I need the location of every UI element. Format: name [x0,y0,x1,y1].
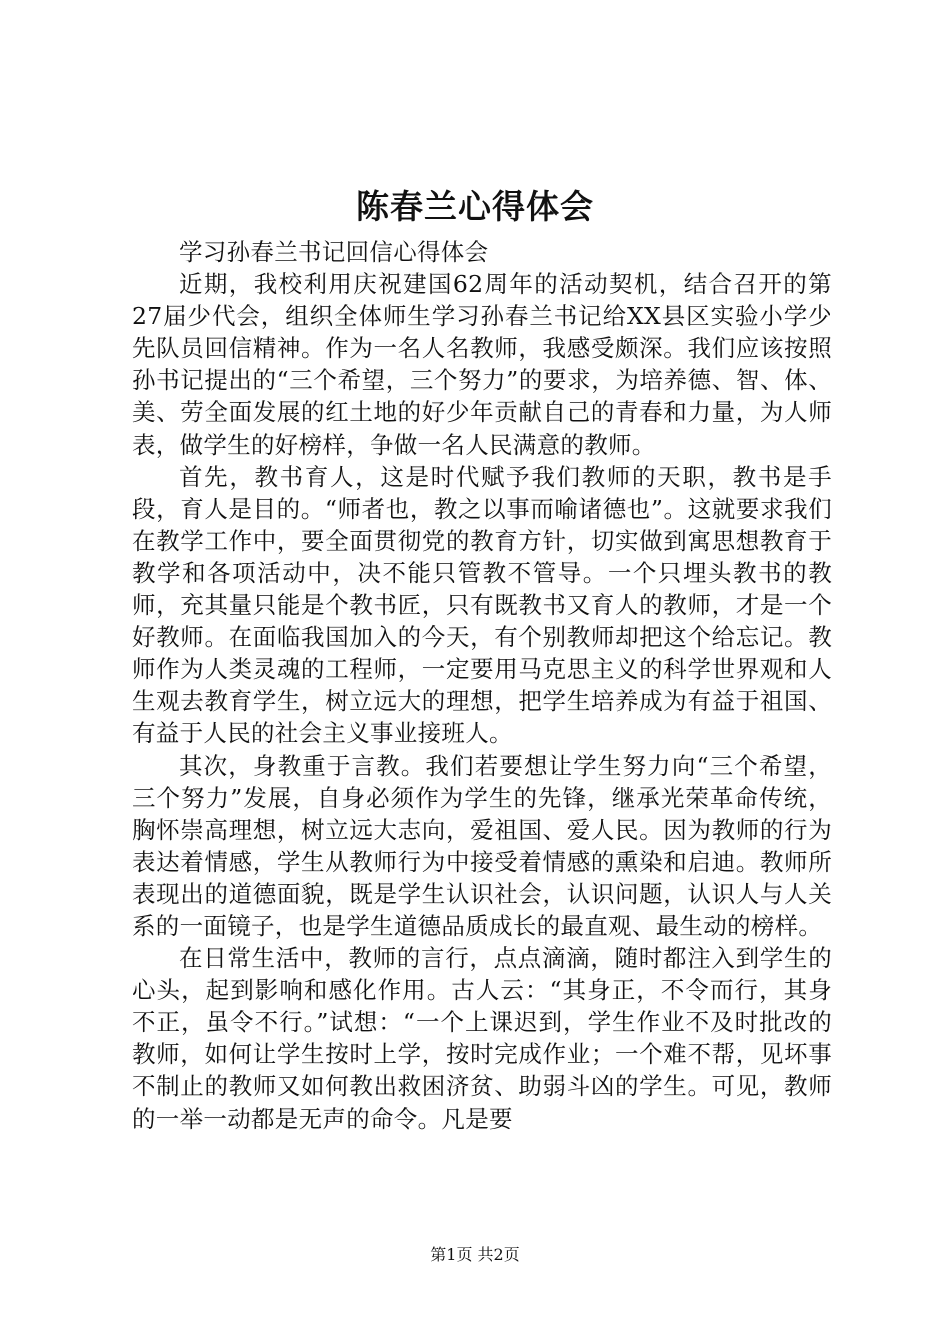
paragraph: 在日常生活中，教师的言行，点点滴滴，随时都注入到学生的心头，起到影响和感化作用。古人云：“其身正，不令而行，其身不正，虽令不行。”试想：“一个上课迟到，学生作业不及时批改的教师，如何让学生按时上学，按时完成作业；一个难不帮，见坏事不制止的教师又如何教出救困济贫、助弱斗凶的学生。可见，教师的一举一动都是无声的命令。凡是要 [132,944,832,1133]
document-title: 陈春兰心得体会 [356,187,594,226]
document-body [132,236,832,1135]
paragraph: 其次，身教重于言教。我们若要想让学生努力向“三个希望，三个努力”发展，自身必须作为学生的先锋，继承光荣革命传统，胸怀崇高理想，树立远大志向，爱祖国、爱人民。因为教师的行为表达着情感，学生从教师行为中接受着情感的熏染和启迪。教师所表现出的道德面貌，既是学生认识社会，认识问题，认识人与人关系的一面镜子，也是学生道德品质成长的最直观、最生动的榜样。 [132,751,832,940]
paragraph: 首先，教书育人，这是时代赋予我们教师的天职，教书是手段，育人是目的。“师者也，教之以事而喻诸德也”。这就要求我们在教学工作中，要全面贯彻党的教育方针，切实做到寓思想教育于教学和各项活动中，决不能只管教不管导。一个只埋头教书的教师，充其量只能是个教书匠，只有既教书又育人的教师，才是一个好教师。在面临我国加入的今天，有个别教师却把这个给忘记。教师作为人类灵魂的工程师，一定要用马克思主义的科学世界观和人生观去教育学生，树立远大的理想，把学生培养成为有益于祖国、有益于人民的社会主义事业接班人。 [132,462,832,748]
document-subtitle: 学习孙春兰书记回信心得体会 [179,238,489,266]
page-footer: 第1页 共2页 [430,1245,520,1264]
paragraph: 近期，我校利用庆祝建国62周年的活动契机，结合召开的第27届少代会，组织全体师生学习孙春兰书记给XX县区实验小学少先队员回信精神。作为一名人名教师，我感受颇深。我们应该按照孙书记提出的“三个希望，三个努力”的要求，为培养德、智、体、美、劳全面发展的红土地的好少年贡献自己的青春和力量，为人师表，做学生的好榜样，争做一名人民满意的教师。 [132,270,832,459]
